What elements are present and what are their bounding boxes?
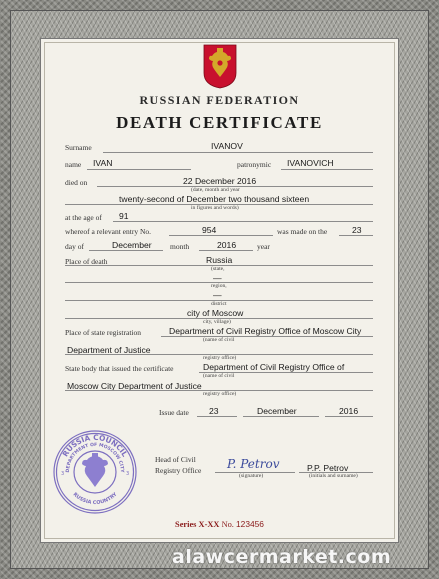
head-label-line2: Registry Office (155, 466, 202, 475)
state-caption: (state, (211, 266, 225, 272)
surname-label: Surname (65, 143, 92, 152)
entry-year-value: 2016 (217, 240, 237, 250)
stamp-top-text: RUSSIA COUNCIL (60, 432, 130, 459)
series-label: Series X-XX (175, 520, 220, 529)
died-on-label: died on (65, 178, 88, 187)
place-region-value: — (213, 273, 222, 283)
month-label: month (170, 242, 190, 251)
rule (113, 221, 373, 222)
registration-value-2: Department of Justice (67, 345, 151, 355)
died-on-value: 22 December 2016 (183, 176, 257, 186)
issue-date-label: Issue date (159, 408, 189, 417)
surname-value: IVANOV (211, 141, 243, 151)
rule (281, 169, 373, 170)
place-state-value: Russia (206, 255, 233, 265)
registrar-name: P.P. Petrov (307, 463, 349, 473)
name-value: IVAN (93, 158, 113, 168)
series-no-label: No. (221, 520, 234, 529)
civil-caption-2: (name of civil (203, 373, 235, 379)
rule (243, 416, 319, 417)
stamp-bottom-text: RUSSIA COUNTRY (71, 491, 119, 507)
stamp-left-number: 3 (61, 471, 65, 477)
stamp-mid-text: DEPARTMENT OF MOSCOW CITY (65, 442, 125, 473)
entry-no-value: 954 (202, 225, 217, 235)
country-heading: RUSSIAN FEDERATION (139, 93, 300, 107)
rule (199, 250, 253, 251)
rule (169, 235, 273, 236)
rule (339, 235, 373, 236)
document-title: DEATH CERTIFICATE (116, 113, 323, 132)
entry-label: whereof a relevant entry No. (65, 227, 152, 236)
registration-label: Place of state registration (65, 328, 142, 337)
rule (103, 152, 373, 153)
place-label: Place of death (65, 257, 108, 266)
stamp-eagle-icon (82, 453, 108, 487)
city-caption: city, village) (203, 319, 231, 325)
words-caption: in figures and words) (191, 205, 239, 211)
region-caption: region, (211, 283, 227, 289)
official-stamp (52, 429, 138, 515)
district-caption: district (211, 301, 227, 307)
made-on-label: was made on the (277, 227, 328, 236)
name-caption: (initials and surname) (309, 473, 358, 479)
patronymic-value: IVANOVICH (287, 158, 334, 168)
head-label-line1: Head of Civil (155, 455, 196, 464)
place-city-value: city of Moscow (187, 308, 244, 318)
entry-month-value: December (112, 240, 152, 250)
issuer-value-1: Department of Civil Registry Office of (203, 362, 345, 372)
name-label: name (65, 160, 82, 169)
day-label: day of (65, 242, 84, 251)
issue-month-value: December (257, 406, 297, 416)
died-on-words: twenty-second of December two thousand sixteen (119, 194, 310, 204)
registration-value-1: Department of Civil Registry Office of Moscow City (169, 326, 362, 336)
issue-day-value: 23 (209, 406, 219, 416)
rule (87, 169, 191, 170)
signature-caption: (signature) (239, 473, 264, 479)
certificate-paper (40, 38, 399, 543)
registry-caption-1: registry office) (203, 355, 237, 361)
coat-of-arms-icon (202, 43, 238, 89)
civil-caption-1: (name of civil (203, 337, 235, 343)
issue-year-value: 2016 (339, 406, 359, 416)
issuer-label: State body that issued the certificate (65, 364, 174, 373)
rule (161, 336, 373, 337)
series-number: 123456 (236, 519, 264, 529)
issuer-value-2: Moscow City Department of Justice (67, 381, 202, 391)
place-district-value: — (213, 290, 222, 300)
rule (89, 250, 163, 251)
age-value: 91 (119, 211, 129, 221)
stamp-right-number: 3 (126, 471, 130, 477)
patronymic-label: patronymic (237, 160, 272, 169)
entry-day-value: 23 (352, 225, 362, 235)
rule (197, 416, 237, 417)
year-label: year (257, 242, 270, 251)
date-caption: (date, month and year (191, 187, 240, 193)
handwritten-signature: P. Petrov (227, 457, 280, 471)
series-line (41, 519, 398, 529)
watermark: alawcermarket.com (172, 546, 392, 568)
registry-caption-2: registry office) (203, 391, 237, 397)
rule (325, 416, 373, 417)
age-label: at the age of (65, 213, 102, 222)
